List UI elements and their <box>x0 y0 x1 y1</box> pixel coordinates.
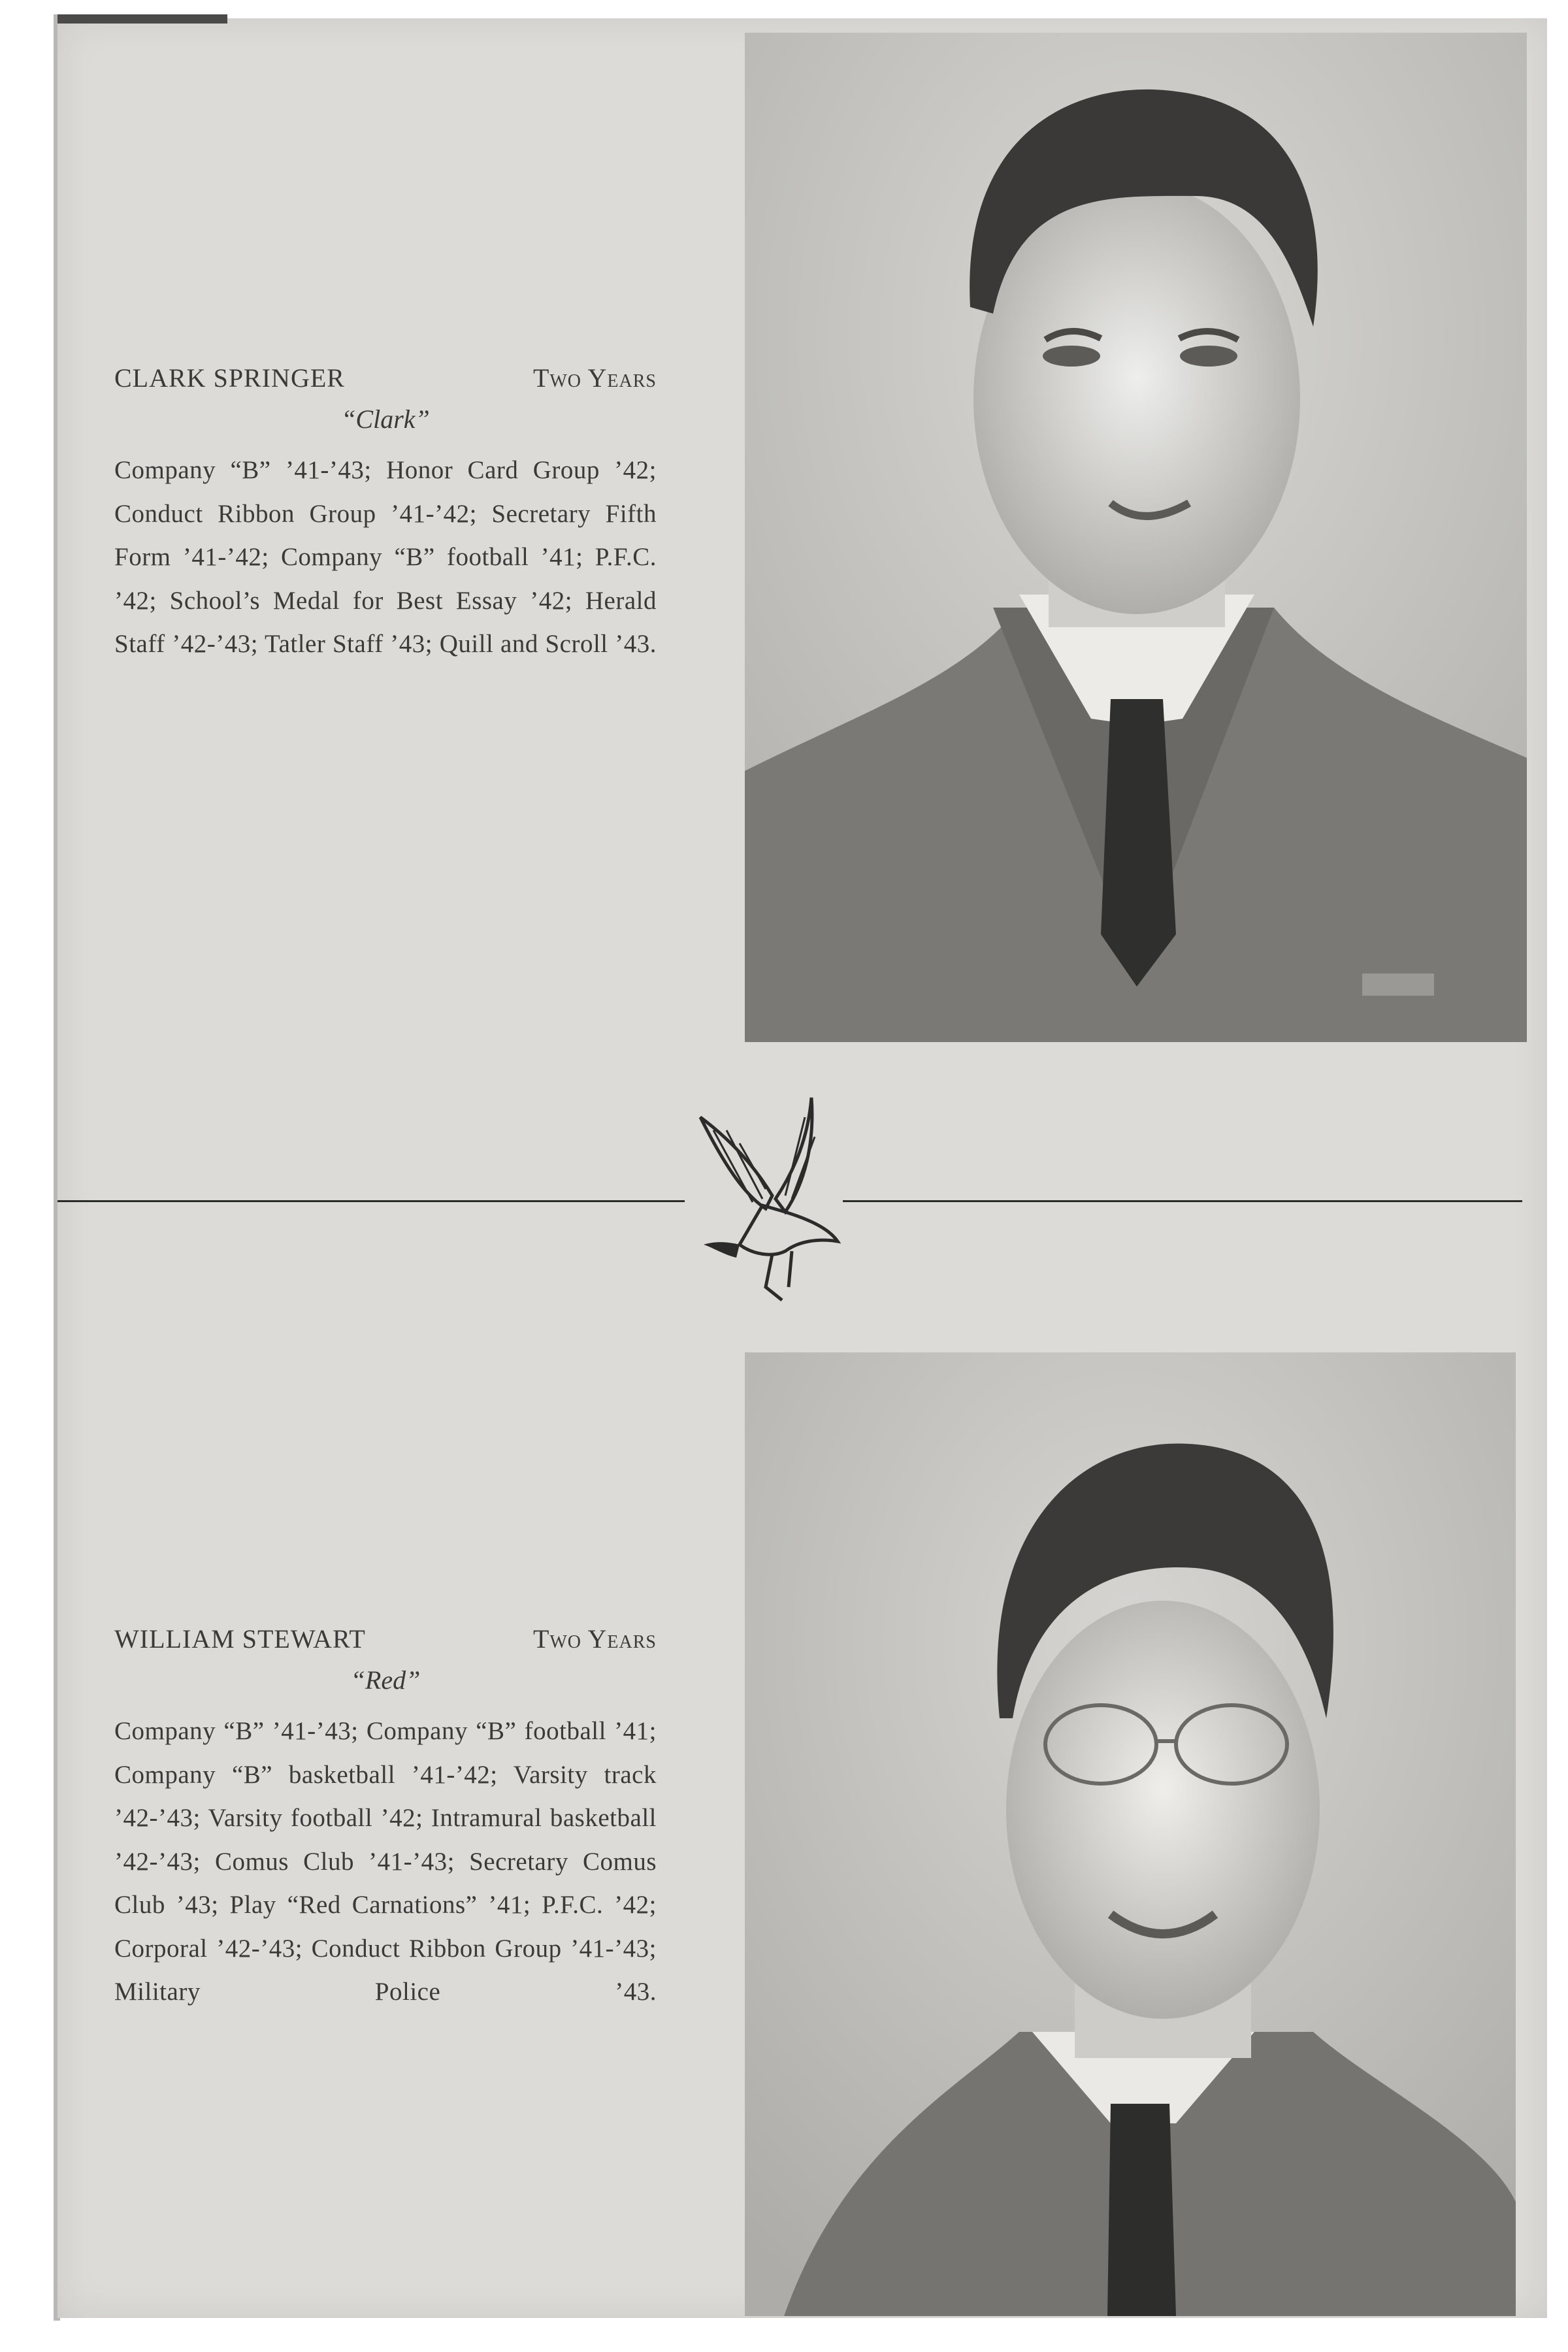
portrait-william-stewart <box>745 1352 1516 2316</box>
student-activities: Company “B” ’41-’43; Honor Card Group ’42; Conduct Ribbon Group ’41-’42; Secretary Fifth Form ’41-’42; Company “B” football ’41; P.F.C. ’42; School’s Medal for Best Essay ’42; Herald Staff ’42-’43; Tatler Staff ’43; Quill and Scroll ’43. <box>114 456 657 658</box>
student-nickname: “Clark” <box>341 404 430 434</box>
eagle-icon <box>674 1091 851 1307</box>
student-name: WILLIAM STEWART <box>114 1624 366 1654</box>
student-entry-1 <box>114 363 657 666</box>
divider-right <box>843 1200 1522 1202</box>
years-attended: Two Years <box>532 363 657 393</box>
entry-header <box>114 363 657 393</box>
student-activities: Company “B” ’41-’43; Company “B” football ’41; Company “B” basketball ’41-’42; Varsity track ’42-’43; Varsity football ’42; Intramural basketball ’42-’43; Comus Club ’41-’43; Secretary Comus Club ’43; Play “Red Carnations” ’41; P.F.C. ’42; Corporal ’42-’43; Conduct Ribbon Group ’41-’43; Military Police ’43. <box>114 1717 657 2006</box>
student-photo-1 <box>745 33 1527 1042</box>
student-name: CLARK SPRINGER <box>114 363 345 393</box>
student-photo-2 <box>745 1352 1516 2316</box>
student-entry-2 <box>114 1624 657 2014</box>
student-nickname: “Red” <box>350 1665 421 1695</box>
entry-header <box>114 1624 657 1654</box>
divider-left <box>57 1200 685 1202</box>
page-top-edge <box>57 14 227 24</box>
years-attended: Two Years <box>532 1624 657 1654</box>
portrait-clark-springer <box>745 33 1527 1042</box>
